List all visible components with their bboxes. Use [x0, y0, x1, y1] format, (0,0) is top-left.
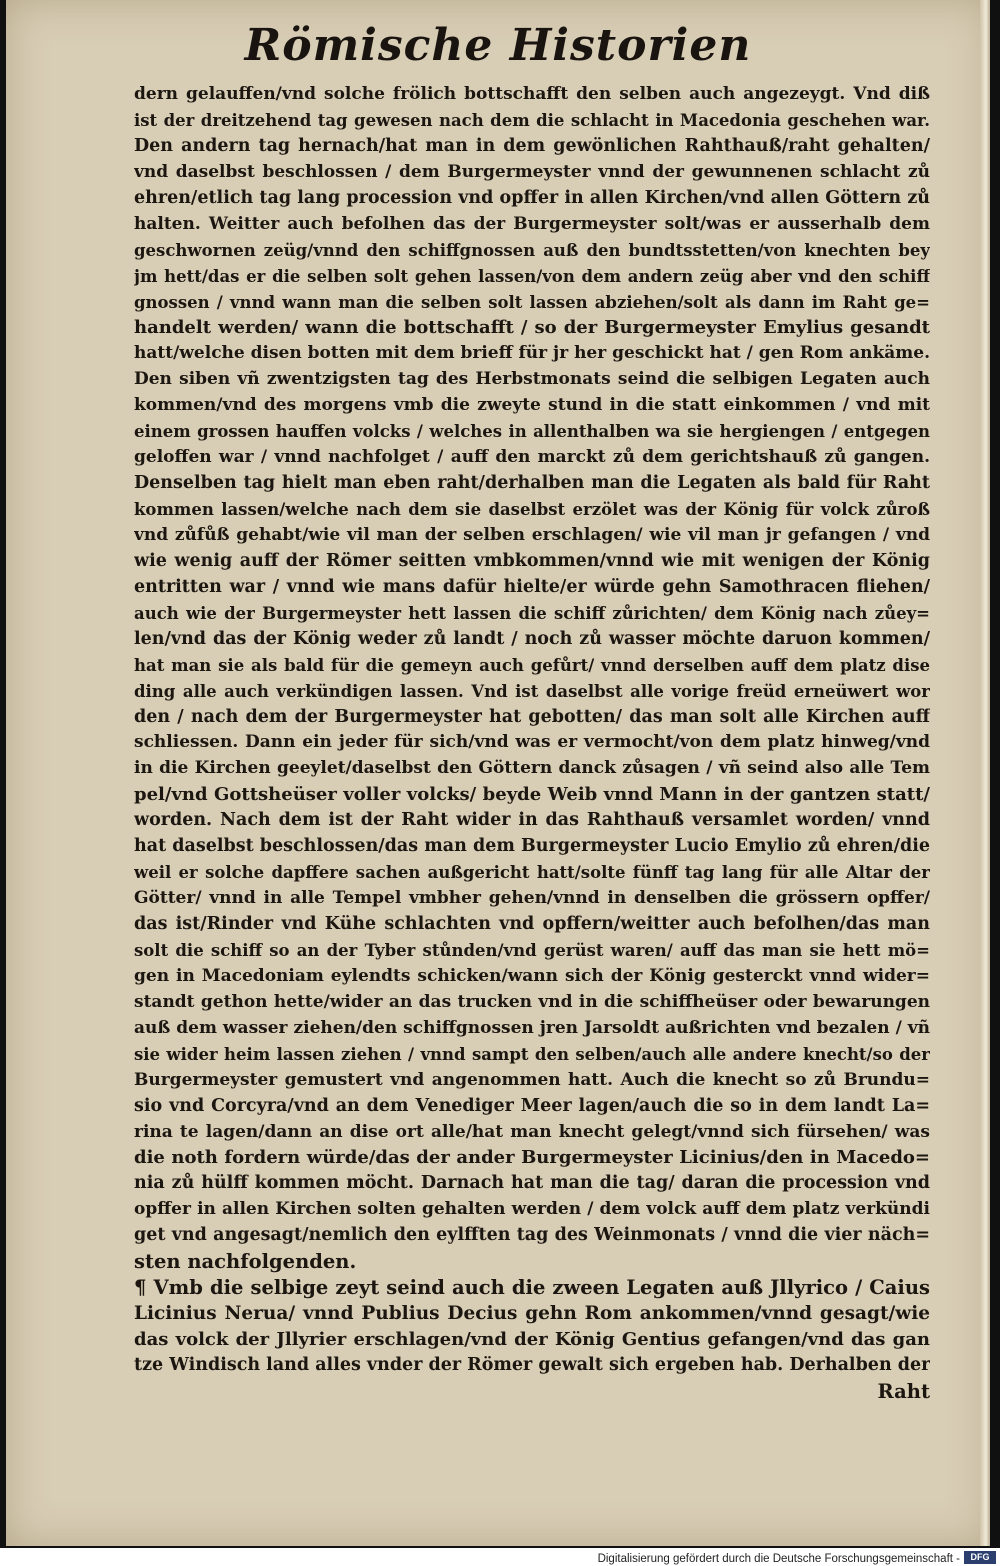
text-line: weil er solche dapffere sachen außgericht hatt/solte fünff tag lang für alle Altar der [134, 863, 930, 883]
text-line: auch wie der Burgermeyster hett lassen die schiff zůrichten/ dem König nach zůey= [134, 603, 930, 623]
text-line: geschwornen zeüg/vnnd den schiffgnossen auß den bundtsstetten/von knechten bey [134, 240, 930, 260]
text-line: Götter/ vnnd in alle Tempel vmbher gehen/vnnd in denselben die grössern opffer/ [134, 888, 930, 909]
text-line: den / nach dem der Burgermeyster hat gebotten/ das man solt alle Kirchen auff [134, 706, 930, 727]
text-line: auß dem wasser ziehen/den schiffgnossen jren Jarsoldt außrichten vnd bezalen / vñ [134, 1017, 930, 1038]
text-line: standt gethon hette/wider an das trucken vnd in die schiffheüser oder bewarungen [134, 991, 930, 1012]
text-line: entritten war / vnnd wie mans dafür hielte/er würde gehn Samothracen fliehen/ [134, 576, 930, 597]
text-line: halten. Weitter auch befolhen das der Burgermeyster solt/was er ausserhalb dem [134, 213, 930, 234]
footer-bar [0, 1548, 1000, 1566]
text-line: ¶ Vmb die selbige zeyt seind auch die zween Legaten auß Jllyrico / Caius [134, 1276, 930, 1300]
text-line: wie wenig auff der Römer seitten vmbkommen/vnnd wie mit wenigen der König [134, 550, 930, 571]
text-line: die noth fordern würde/das der ander Burgermeyster Licinius/den in Macedo= [134, 1147, 930, 1169]
text-line: ehren/etlich tag lang procession vnd opffer in allen Kirchen/vnd allen Göttern zů [134, 187, 930, 208]
text-line: dern gelauffen/vnd solche frölich bottschafft den selben auch angezeygt. Vnd diß [134, 84, 930, 104]
text-line: ist der dreitzehend tag gewesen nach dem die schlacht in Macedonia geschehen war. [134, 110, 930, 130]
text-line: ding alle auch verkündigen lassen. Vnd ist daselbst alle vorige freüd erneüwert wor [134, 681, 930, 701]
text-line: sie wider heim lassen ziehen / vnnd sampt den selben/auch alle andere knecht/so der [134, 1044, 930, 1064]
running-head: Römische Historien [244, 20, 752, 71]
text-line: hat man sie als bald für die gemeyn auch gefůrt/ vnnd derselben auff dem platz dise [134, 655, 930, 675]
dfg-logo: DFG [964, 1551, 996, 1564]
text-line: hat daselbst beschlossen/das man dem Burgermeyster Lucio Emylio zů ehren/die [134, 836, 930, 857]
text-line: solt die schiff so an der Tyber stůnden/vnd gerüst waren/ auff das man sie hett mö= [134, 940, 930, 960]
text-line: Den siben vñ zwentzigsten tag des Herbstmonats seind die selbigen Legaten auch [134, 369, 930, 390]
text-line: nia zů hülff kommen möcht. Darnach hat man die tag/ daran die procession vnd [134, 1173, 930, 1194]
text-line: rina te lagen/dann an dise ort alle/hat man knecht gelegt/vnnd sich fürsehen/ was [134, 1121, 930, 1142]
text-line: Den andern tag hernach/hat man in dem gewönlichen Rahthauß/raht gehalten/ [134, 135, 930, 156]
text-line: worden. Nach dem ist der Raht wider in das Rahthauß versamlet worden/ vnnd [134, 810, 930, 831]
text-line: pel/vnd Gottsheüser voller volcks/ beyde Weib vnnd Mann in der gantzen statt/ [134, 784, 930, 806]
text-line: tze Windisch land alles vnder der Römer gewalt sich ergeben hab. Derhalben der [134, 1354, 930, 1375]
text-line: geloffen war / vnnd nachfolget / auff den marckt zů dem gerichtshauß zů gangen. [134, 447, 930, 468]
body-text [134, 82, 930, 1405]
text-line: Licinius Nerua/ vnnd Publius Decius gehn Rom ankommen/vnnd gesagt/wie [134, 1303, 930, 1325]
text-line: gnossen / vnnd wann man die selben solt lassen abziehen/solt als dann im Raht ge= [134, 292, 930, 312]
funding-credit: Digitalisierung gefördert durch die Deutsche Forschungsgemeinschaft - [597, 1553, 960, 1565]
text-line: vnd zůfůß gehabt/wie vil man der selben erschlagen/ wie vil man jr gefangen / vnd [134, 524, 930, 545]
text-line: len/vnd das der König weder zů landt / noch zů wasser möchte daruon kommen/ [134, 628, 930, 649]
text-line: kommen lassen/welche nach dem sie daselbst erzölet was der König für volck zůroß [134, 500, 930, 519]
text-line: handelt werden/ wann die bottschafft / so der Burgermeyster Emylius gesandt [134, 317, 930, 339]
text-line: kommen/vnd des morgens vmb die zweyte stund in die statt einkommen / vnd mit [134, 395, 930, 416]
text-line: sten nachfolgenden. [134, 1250, 357, 1274]
text-line: gen in Macedoniam eylendts schicken/wann sich der König gesterckt vnnd wider= [134, 965, 930, 986]
text-line: opffer in allen Kirchen solten gehalten werden / dem volck auff dem platz verkündi [134, 1199, 930, 1220]
text-line: jm hett/das er die selben solt gehen lassen/von dem andern zeüg aber vnd den schiff [134, 266, 930, 286]
text-line: Denselben tag hielt man eben raht/derhalben man die Legaten als bald für Raht [134, 473, 930, 494]
text-line: das ist/Rinder vnd Kühe schlachten vnd opffern/weitter auch befolhen/das man [134, 914, 930, 934]
text-line: vnd daselbst beschlossen / dem Burgermeyster vnnd der gewunnenen schlacht zů [134, 161, 930, 182]
text-line: hatt/welche disen botten mit dem brieff für jr her geschickt hat / gen Rom ankäme. [134, 343, 930, 364]
text-line: einem grossen hauffen volcks / welches in allenthalben wa sie hergiengen / entgegen [134, 422, 930, 442]
page-edge [980, 0, 990, 1546]
book-page [6, 0, 990, 1546]
text-line: get vnd angesagt/nemlich den eylfften tag des Weinmonats / vnnd die vier näch= [134, 1225, 930, 1246]
text-line: sio vnd Corcyra/vnd an dem Venediger Meer lagen/auch die so in dem landt La= [134, 1095, 930, 1116]
text-line: das volck der Jllyrier erschlagen/vnd der König Gentius gefangen/vnd das gan [134, 1329, 930, 1350]
text-line: in die Kirchen geeylet/daselbst den Göttern danck zůsagen / vñ seind also alle Tem [134, 758, 930, 779]
text-line: schliessen. Dann ein jeder für sich/vnd was er vermocht/von dem platz hinweg/vnd [134, 732, 930, 753]
catchword: Raht [877, 1379, 930, 1403]
text-line: Burgermeyster gemustert vnd angenommen hatt. Auch die knecht so zů Brundu= [134, 1069, 930, 1090]
